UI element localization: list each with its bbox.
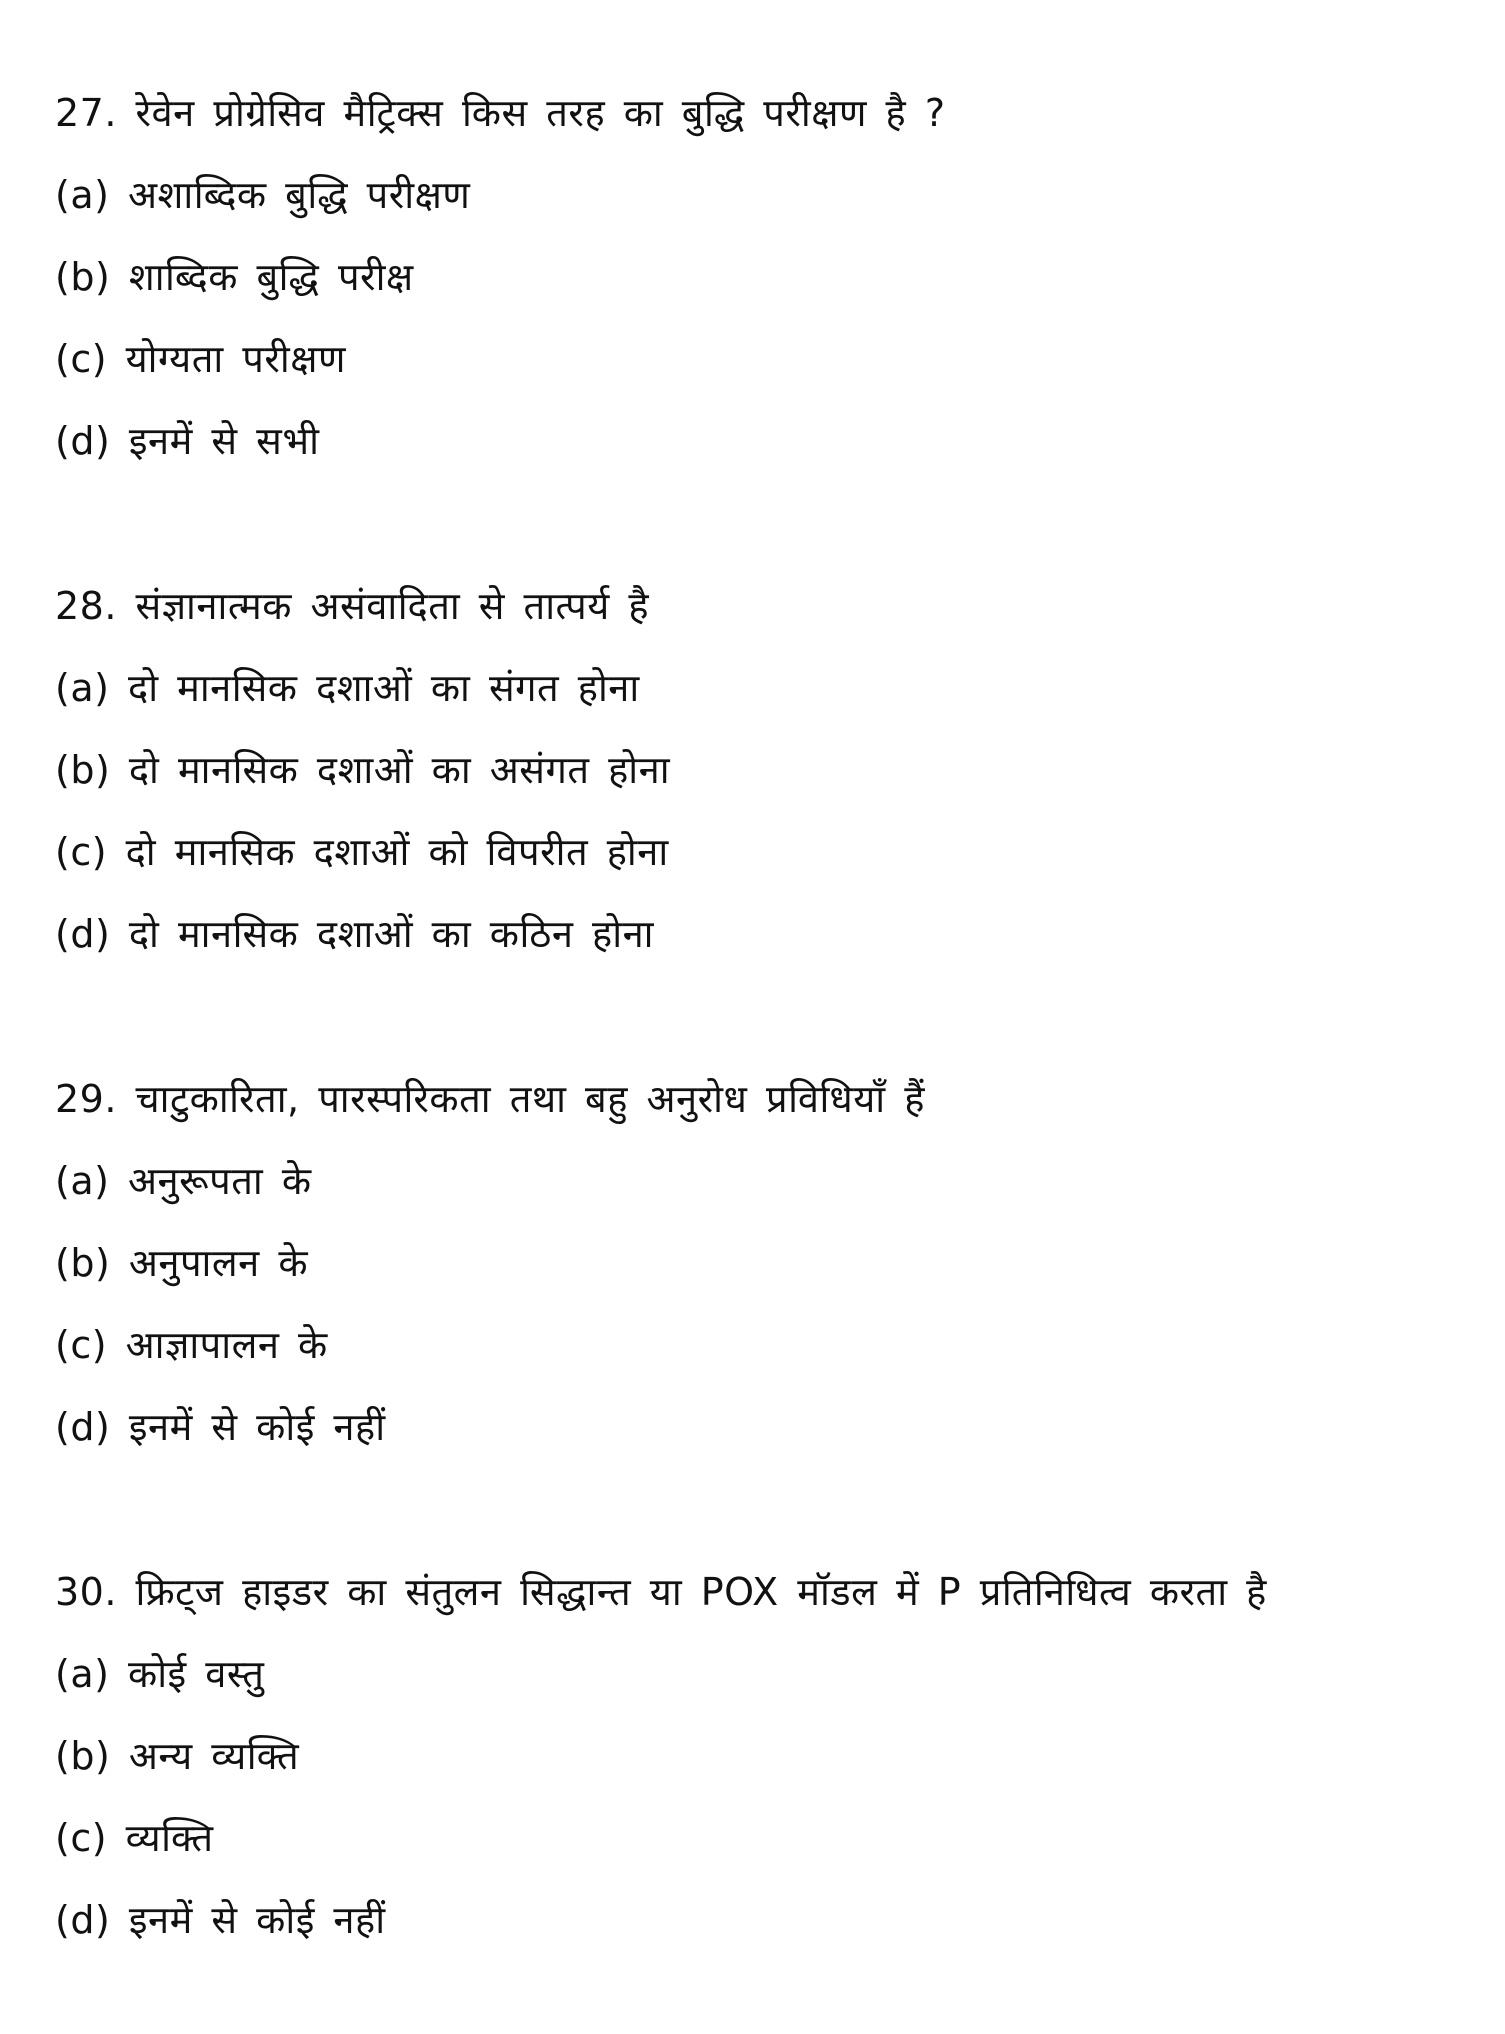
option-c: (c) दो मानसिक दशाओं को विपरीत होना <box>55 830 669 874</box>
option-c: (c) योग्यता परीक्षण <box>55 337 346 381</box>
option-a: (a) कोई वस्तु <box>55 1652 265 1696</box>
option-b: (b) दो मानसिक दशाओं का असंगत होना <box>55 748 671 792</box>
question-30 <box>55 1551 1465 1961</box>
option-a: (a) अनुरूपता के <box>55 1159 312 1203</box>
option-b: (b) अन्य व्यक्ति <box>55 1734 300 1778</box>
question-text: 29. चाटुकारिता, पारस्परिकता तथा बहु अनुरोध प्रविधियाँ हैं <box>55 1077 925 1121</box>
option-d: (d) दो मानसिक दशाओं का कठिन होना <box>55 912 655 956</box>
option-d: (d) इनमें से सभी <box>55 419 320 463</box>
option-d: (d) इनमें से कोई नहीं <box>55 1898 386 1942</box>
option-d: (d) इनमें से कोई नहीं <box>55 1405 386 1449</box>
option-c: (c) व्यक्ति <box>55 1816 214 1860</box>
option-a: (a) दो मानसिक दशाओं का संगत होना <box>55 666 640 710</box>
question-27 <box>55 72 1465 482</box>
option-b: (b) अनुपालन के <box>55 1241 309 1285</box>
question-29 <box>55 1058 1465 1468</box>
question-text: 30. फ्रिट्ज हाइडर का संतुलन सिद्धान्त या POX मॉडल में P प्रतिनिधित्व करता है <box>55 1570 1267 1614</box>
question-text: 27. रेवेन प्रोग्रेसिव मैट्रिक्स किस तरह का बुद्धि परीक्षण है ? <box>55 91 946 135</box>
option-b: (b) शाब्दिक बुद्धि परीक्ष <box>55 255 414 299</box>
option-c: (c) आज्ञापालन के <box>55 1323 328 1367</box>
option-a: (a) अशाब्दिक बुद्धि परीक्षण <box>55 173 471 217</box>
question-text: 28. संज्ञानात्मक असंवादिता से तात्पर्य है <box>55 584 650 628</box>
question-28 <box>55 565 1465 975</box>
